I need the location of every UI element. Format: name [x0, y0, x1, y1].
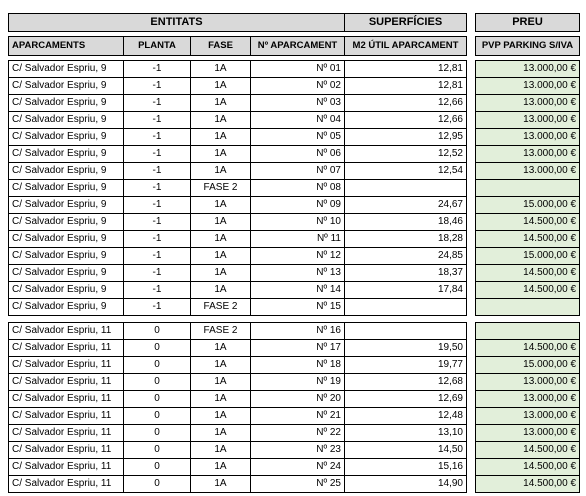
header-planta: PLANTA [124, 37, 191, 56]
table-row [476, 459, 580, 476]
table-row [476, 374, 580, 391]
cell-planta[interactable]: 0 [124, 442, 191, 459]
cell-aparcament[interactable]: C/ Salvador Espriu, 9 [9, 78, 124, 95]
table-row [476, 425, 580, 442]
cell-pvp[interactable]: 13.000,00 € [476, 61, 580, 78]
cell-num-aparcament[interactable]: Nº 24 [251, 459, 345, 476]
cell-m2[interactable]: 18,28 [345, 231, 467, 248]
cell-num-aparcament[interactable]: Nº 13 [251, 265, 345, 282]
cell-aparcament[interactable]: C/ Salvador Espriu, 9 [9, 282, 124, 299]
cell-pvp[interactable] [476, 323, 580, 340]
cell-aparcament[interactable]: C/ Salvador Espriu, 9 [9, 248, 124, 265]
table-row [9, 459, 345, 476]
cell-aparcament[interactable]: C/ Salvador Espriu, 9 [9, 214, 124, 231]
cell-aparcament[interactable]: C/ Salvador Espriu, 9 [9, 231, 124, 248]
cell-aparcament[interactable]: C/ Salvador Espriu, 11 [9, 323, 124, 340]
cell-aparcament[interactable]: C/ Salvador Espriu, 9 [9, 299, 124, 316]
cell-fase[interactable]: FASE 2 [191, 180, 251, 197]
table-row [476, 146, 580, 163]
preu-grid [475, 13, 580, 493]
cell-m2[interactable]: 12,48 [345, 408, 467, 425]
cell-fase[interactable]: 1A [191, 112, 251, 129]
cell-fase[interactable]: 1A [191, 197, 251, 214]
cell-aparcament[interactable]: C/ Salvador Espriu, 9 [9, 163, 124, 180]
cell-num-aparcament[interactable]: Nº 01 [251, 61, 345, 78]
table-row [476, 78, 580, 95]
cell-aparcament[interactable]: C/ Salvador Espriu, 9 [9, 61, 124, 78]
table-row [345, 265, 467, 282]
table-row [476, 61, 580, 78]
cell-fase[interactable]: 1A [191, 282, 251, 299]
cell-num-aparcament[interactable]: Nº 02 [251, 78, 345, 95]
cell-m2[interactable]: 12,66 [345, 95, 467, 112]
table-row [345, 391, 467, 408]
table-row [9, 163, 345, 180]
cell-pvp[interactable]: 13.000,00 € [476, 391, 580, 408]
cell-pvp[interactable]: 13.000,00 € [476, 95, 580, 112]
table-row [345, 95, 467, 112]
cell-planta[interactable]: -1 [124, 231, 191, 248]
table-row [9, 282, 345, 299]
header-aparcaments: APARCAMENTS [9, 37, 124, 56]
cell-num-aparcament[interactable]: Nº 21 [251, 408, 345, 425]
cell-fase[interactable]: 1A [191, 146, 251, 163]
table-row [9, 299, 345, 316]
table-row [9, 78, 345, 95]
cell-num-aparcament[interactable]: Nº 22 [251, 425, 345, 442]
cell-m2[interactable] [345, 323, 467, 340]
table-row [476, 282, 580, 299]
cell-aparcament[interactable]: C/ Salvador Espriu, 11 [9, 425, 124, 442]
cell-pvp[interactable]: 14.500,00 € [476, 282, 580, 299]
cell-num-aparcament[interactable]: Nº 17 [251, 340, 345, 357]
table-row [345, 248, 467, 265]
entitats-grid [8, 13, 345, 493]
cell-m2[interactable]: 19,50 [345, 340, 467, 357]
cell-num-aparcament[interactable]: Nº 14 [251, 282, 345, 299]
table-row [345, 163, 467, 180]
cell-planta[interactable]: 0 [124, 374, 191, 391]
cell-planta[interactable]: 0 [124, 408, 191, 425]
cell-num-aparcament[interactable]: Nº 18 [251, 357, 345, 374]
table-row [9, 95, 345, 112]
table-row [345, 425, 467, 442]
cell-pvp[interactable]: 13.000,00 € [476, 129, 580, 146]
table-row [345, 299, 467, 316]
cell-pvp[interactable]: 13.000,00 € [476, 408, 580, 425]
cell-planta[interactable]: -1 [124, 180, 191, 197]
cell-aparcament[interactable]: C/ Salvador Espriu, 9 [9, 180, 124, 197]
cell-num-aparcament[interactable]: Nº 03 [251, 95, 345, 112]
cell-m2[interactable]: 12,54 [345, 163, 467, 180]
cell-pvp[interactable]: 13.000,00 € [476, 146, 580, 163]
cell-m2[interactable]: 12,69 [345, 391, 467, 408]
cell-fase[interactable]: FASE 2 [191, 299, 251, 316]
cell-num-aparcament[interactable]: Nº 04 [251, 112, 345, 129]
cell-pvp[interactable] [476, 299, 580, 316]
cell-fase[interactable]: 1A [191, 459, 251, 476]
cell-num-aparcament[interactable]: Nº 07 [251, 163, 345, 180]
cell-planta[interactable]: -1 [124, 214, 191, 231]
cell-planta[interactable]: -1 [124, 61, 191, 78]
table-row [9, 231, 345, 248]
cell-m2[interactable]: 13,10 [345, 425, 467, 442]
cell-aparcament[interactable]: C/ Salvador Espriu, 11 [9, 391, 124, 408]
cell-aparcament[interactable]: C/ Salvador Espriu, 9 [9, 146, 124, 163]
table-row [476, 129, 580, 146]
cell-fase[interactable]: 1A [191, 408, 251, 425]
table-row [345, 357, 467, 374]
header-preu: PREU [476, 14, 580, 32]
header-num-aparcament: Nº APARCAMENT [251, 37, 345, 56]
cell-planta[interactable]: 0 [124, 459, 191, 476]
cell-num-aparcament[interactable]: Nº 08 [251, 180, 345, 197]
cell-aparcament[interactable]: C/ Salvador Espriu, 9 [9, 112, 124, 129]
table-row [9, 180, 345, 197]
cell-planta[interactable]: -1 [124, 129, 191, 146]
cell-m2[interactable]: 12,81 [345, 61, 467, 78]
cell-pvp[interactable]: 15.000,00 € [476, 248, 580, 265]
table-row [9, 391, 345, 408]
table-row [345, 112, 467, 129]
cell-aparcament[interactable]: C/ Salvador Espriu, 11 [9, 459, 124, 476]
cell-aparcament[interactable]: C/ Salvador Espriu, 9 [9, 95, 124, 112]
table-row [476, 391, 580, 408]
table-row [476, 248, 580, 265]
cell-fase[interactable]: 1A [191, 391, 251, 408]
cell-planta[interactable]: 0 [124, 425, 191, 442]
table-row [9, 197, 345, 214]
cell-fase[interactable]: 1A [191, 163, 251, 180]
table-row [476, 442, 580, 459]
cell-aparcament[interactable]: C/ Salvador Espriu, 9 [9, 265, 124, 282]
cell-num-aparcament[interactable]: Nº 09 [251, 197, 345, 214]
cell-fase[interactable]: 1A [191, 95, 251, 112]
cell-planta[interactable]: -1 [124, 299, 191, 316]
table-row [345, 231, 467, 248]
table-row [345, 459, 467, 476]
header-pvp: PVP PARKING S/IVA [476, 37, 580, 56]
table-row [9, 408, 345, 425]
cell-m2[interactable]: 12,95 [345, 129, 467, 146]
table-row [345, 197, 467, 214]
table-row [476, 112, 580, 129]
cell-pvp[interactable]: 14.500,00 € [476, 459, 580, 476]
cell-pvp[interactable]: 15.000,00 € [476, 357, 580, 374]
table-row [476, 476, 580, 493]
cell-m2[interactable]: 14,50 [345, 442, 467, 459]
cell-num-aparcament[interactable]: Nº 06 [251, 146, 345, 163]
cell-fase[interactable]: 1A [191, 129, 251, 146]
cell-pvp[interactable]: 14.500,00 € [476, 214, 580, 231]
table-row [476, 231, 580, 248]
table-row [345, 340, 467, 357]
cell-planta[interactable]: -1 [124, 282, 191, 299]
cell-aparcament[interactable]: C/ Salvador Espriu, 9 [9, 129, 124, 146]
cell-num-aparcament[interactable]: Nº 11 [251, 231, 345, 248]
cell-planta[interactable]: -1 [124, 95, 191, 112]
cell-pvp[interactable]: 14.500,00 € [476, 442, 580, 459]
header-entitats: ENTITATS [9, 14, 345, 32]
header-superficies: SUPERFÍCIES [345, 14, 467, 32]
header-m2: M2 ÚTIL APARCAMENT [345, 37, 467, 56]
cell-pvp[interactable]: 14.500,00 € [476, 265, 580, 282]
table-row [476, 95, 580, 112]
cell-fase[interactable]: 1A [191, 340, 251, 357]
cell-planta[interactable]: -1 [124, 163, 191, 180]
cell-m2[interactable]: 12,68 [345, 374, 467, 391]
table-row [345, 442, 467, 459]
table-row [476, 197, 580, 214]
cell-aparcament[interactable]: C/ Salvador Espriu, 11 [9, 408, 124, 425]
table-row [9, 340, 345, 357]
header-fase: FASE [191, 37, 251, 56]
table-row [9, 112, 345, 129]
cell-pvp[interactable]: 13.000,00 € [476, 425, 580, 442]
table-row [345, 129, 467, 146]
table-row [9, 357, 345, 374]
table-row [476, 180, 580, 197]
cell-fase[interactable]: 1A [191, 231, 251, 248]
cell-num-aparcament[interactable]: Nº 19 [251, 374, 345, 391]
table-row [9, 425, 345, 442]
cell-pvp[interactable]: 13.000,00 € [476, 78, 580, 95]
cell-planta[interactable]: -1 [124, 146, 191, 163]
superficies-grid [344, 13, 467, 493]
table-row [345, 180, 467, 197]
table-row [476, 163, 580, 180]
cell-planta[interactable]: -1 [124, 78, 191, 95]
cell-m2[interactable]: 12,81 [345, 78, 467, 95]
cell-pvp[interactable]: 14.500,00 € [476, 476, 580, 493]
cell-planta[interactable]: 0 [124, 323, 191, 340]
cell-fase[interactable]: 1A [191, 442, 251, 459]
table-row [9, 442, 345, 459]
cell-aparcament[interactable]: C/ Salvador Espriu, 11 [9, 374, 124, 391]
cell-aparcament[interactable]: C/ Salvador Espriu, 11 [9, 442, 124, 459]
table-row [345, 374, 467, 391]
cell-num-aparcament[interactable]: Nº 16 [251, 323, 345, 340]
table-row [345, 61, 467, 78]
cell-fase[interactable]: 1A [191, 476, 251, 493]
cell-m2[interactable]: 18,46 [345, 214, 467, 231]
table-row [476, 323, 580, 340]
cell-fase[interactable]: 1A [191, 425, 251, 442]
table-row [9, 323, 345, 340]
cell-m2[interactable]: 17,84 [345, 282, 467, 299]
table-row [345, 78, 467, 95]
cell-m2[interactable]: 15,16 [345, 459, 467, 476]
cell-num-aparcament[interactable]: Nº 25 [251, 476, 345, 493]
cell-fase[interactable]: 1A [191, 78, 251, 95]
cell-fase[interactable]: 1A [191, 214, 251, 231]
cell-pvp[interactable] [476, 180, 580, 197]
table-row [476, 299, 580, 316]
cell-m2[interactable]: 24,85 [345, 248, 467, 265]
cell-m2[interactable]: 24,67 [345, 197, 467, 214]
table-row [345, 408, 467, 425]
cell-m2[interactable] [345, 180, 467, 197]
cell-fase[interactable]: 1A [191, 265, 251, 282]
cell-m2[interactable]: 12,66 [345, 112, 467, 129]
cell-aparcament[interactable]: C/ Salvador Espriu, 11 [9, 340, 124, 357]
table-row [9, 129, 345, 146]
table-row [476, 340, 580, 357]
table-row [9, 248, 345, 265]
superficies-table [344, 13, 467, 493]
table-row [476, 357, 580, 374]
table-row [9, 476, 345, 493]
cell-fase[interactable]: FASE 2 [191, 323, 251, 340]
cell-pvp[interactable]: 14.500,00 € [476, 340, 580, 357]
table-row [9, 374, 345, 391]
table-row [476, 408, 580, 425]
cell-planta[interactable]: 0 [124, 340, 191, 357]
cell-planta[interactable]: 0 [124, 391, 191, 408]
cell-planta[interactable]: 0 [124, 357, 191, 374]
cell-m2[interactable] [345, 299, 467, 316]
cell-aparcament[interactable]: C/ Salvador Espriu, 11 [9, 357, 124, 374]
table-row [476, 265, 580, 282]
table-row [345, 476, 467, 493]
cell-planta[interactable]: -1 [124, 248, 191, 265]
cell-fase[interactable]: 1A [191, 61, 251, 78]
cell-pvp[interactable]: 15.000,00 € [476, 197, 580, 214]
cell-num-aparcament[interactable]: Nº 20 [251, 391, 345, 408]
cell-num-aparcament[interactable]: Nº 12 [251, 248, 345, 265]
table-row [345, 214, 467, 231]
cell-num-aparcament[interactable]: Nº 05 [251, 129, 345, 146]
cell-pvp[interactable]: 14.500,00 € [476, 231, 580, 248]
table-row [9, 214, 345, 231]
cell-m2[interactable]: 19,77 [345, 357, 467, 374]
cell-planta[interactable]: -1 [124, 112, 191, 129]
table-row [345, 323, 467, 340]
cell-pvp[interactable]: 13.000,00 € [476, 163, 580, 180]
table-row [476, 214, 580, 231]
cell-num-aparcament[interactable]: Nº 10 [251, 214, 345, 231]
cell-fase[interactable]: 1A [191, 248, 251, 265]
entitats-table [8, 13, 345, 493]
cell-num-aparcament[interactable]: Nº 15 [251, 299, 345, 316]
cell-num-aparcament[interactable]: Nº 23 [251, 442, 345, 459]
cell-m2[interactable]: 14,90 [345, 476, 467, 493]
cell-fase[interactable]: 1A [191, 374, 251, 391]
cell-aparcament[interactable]: C/ Salvador Espriu, 11 [9, 476, 124, 493]
cell-pvp[interactable]: 13.000,00 € [476, 112, 580, 129]
cell-planta[interactable]: -1 [124, 265, 191, 282]
table-row [345, 146, 467, 163]
cell-m2[interactable]: 18,37 [345, 265, 467, 282]
table-row [9, 146, 345, 163]
table-row [9, 265, 345, 282]
cell-aparcament[interactable]: C/ Salvador Espriu, 9 [9, 197, 124, 214]
cell-planta[interactable]: 0 [124, 476, 191, 493]
table-row [9, 61, 345, 78]
cell-m2[interactable]: 12,52 [345, 146, 467, 163]
table-row [345, 282, 467, 299]
cell-fase[interactable]: 1A [191, 357, 251, 374]
cell-pvp[interactable]: 13.000,00 € [476, 374, 580, 391]
preu-table [475, 13, 580, 493]
cell-planta[interactable]: -1 [124, 197, 191, 214]
